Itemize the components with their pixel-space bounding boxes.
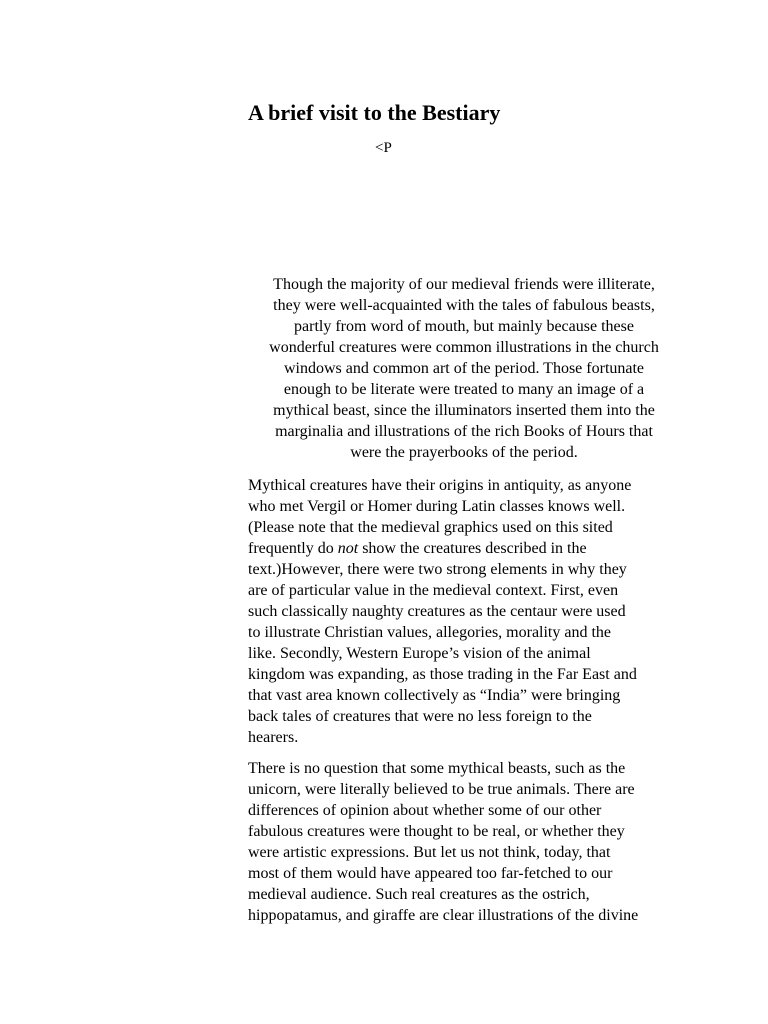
intro-line: mythical beast, since the illuminators inserted them into the xyxy=(273,402,655,419)
beliefs-line: unicorn, were literally believed to be true animals. There are xyxy=(248,781,635,798)
origins-line: to illustrate Christian values, allegories, morality and the xyxy=(248,624,612,641)
intro-line: partly from word of mouth, but mainly because these xyxy=(294,318,634,335)
origins-line: (Please note that the medieval graphics used on this sited xyxy=(248,519,613,536)
intro-line: they were well-acquainted with the tales of fabulous beasts, xyxy=(273,297,655,314)
beliefs-line: most of them would have appeared too far-fetched to our xyxy=(248,865,613,882)
origins-line: are of particular value in the medieval context. First, even xyxy=(248,582,619,599)
origins-line: text.)However, there were two strong elements in why they xyxy=(248,561,627,578)
origins-line: who met Vergil or Homer during Latin classes knows well. xyxy=(248,498,626,515)
origins-line-end: show the creatures described in the xyxy=(358,540,587,557)
intro-paragraph xyxy=(248,274,680,463)
origins-paragraph xyxy=(248,475,680,748)
beliefs-line: hippopatamus, and giraffe are clear illustrations of the divine xyxy=(248,907,639,924)
origins-line-start: frequently do xyxy=(248,540,338,557)
origins-line: like. Secondly, Western Europe’s vision of the animal xyxy=(248,645,591,662)
intro-line: were the prayerbooks of the period. xyxy=(350,444,578,461)
emphasis-not: not xyxy=(337,540,359,557)
intro-line: marginalia and illustrations of the rich Books of Hours that xyxy=(275,423,653,440)
intro-line: wonderful creatures were common illustrations in the church xyxy=(269,339,659,356)
origins-line: that vast area known collectively as “India” were bringing xyxy=(248,687,621,704)
origins-line: such classically naughty creatures as the centaur were used xyxy=(248,603,626,620)
page-title: A brief visit to the Bestiary xyxy=(248,100,501,125)
beliefs-line: fabulous creatures were thought to be real, or whether they xyxy=(248,823,625,840)
intro-line: windows and common art of the period. Those fortunate xyxy=(283,360,645,377)
intro-line: Though the majority of our medieval friends were illiterate, xyxy=(273,276,655,293)
beliefs-line: differences of opinion about whether some of our other xyxy=(248,802,602,819)
beliefs-line: were artistic expressions. But let us not think, today, that xyxy=(248,844,611,861)
origins-line: Mythical creatures have their origins in antiquity, as anyone xyxy=(248,477,632,494)
stray-markup-text: <P xyxy=(375,140,392,156)
intro-line: enough to be literate were treated to many an image of a xyxy=(283,381,645,398)
origins-line: kingdom was expanding, as those trading in the Far East and xyxy=(248,666,637,683)
origins-line: hearers. xyxy=(248,729,299,746)
beliefs-line: There is no question that some mythical beasts, such as the xyxy=(248,760,626,777)
origins-line: back tales of creatures that were no less foreign to the xyxy=(248,708,592,725)
beliefs-paragraph xyxy=(248,758,680,926)
origins-line-with-emphasis xyxy=(248,538,680,559)
beliefs-line: medieval audience. Such real creatures as the ostrich, xyxy=(248,886,590,903)
